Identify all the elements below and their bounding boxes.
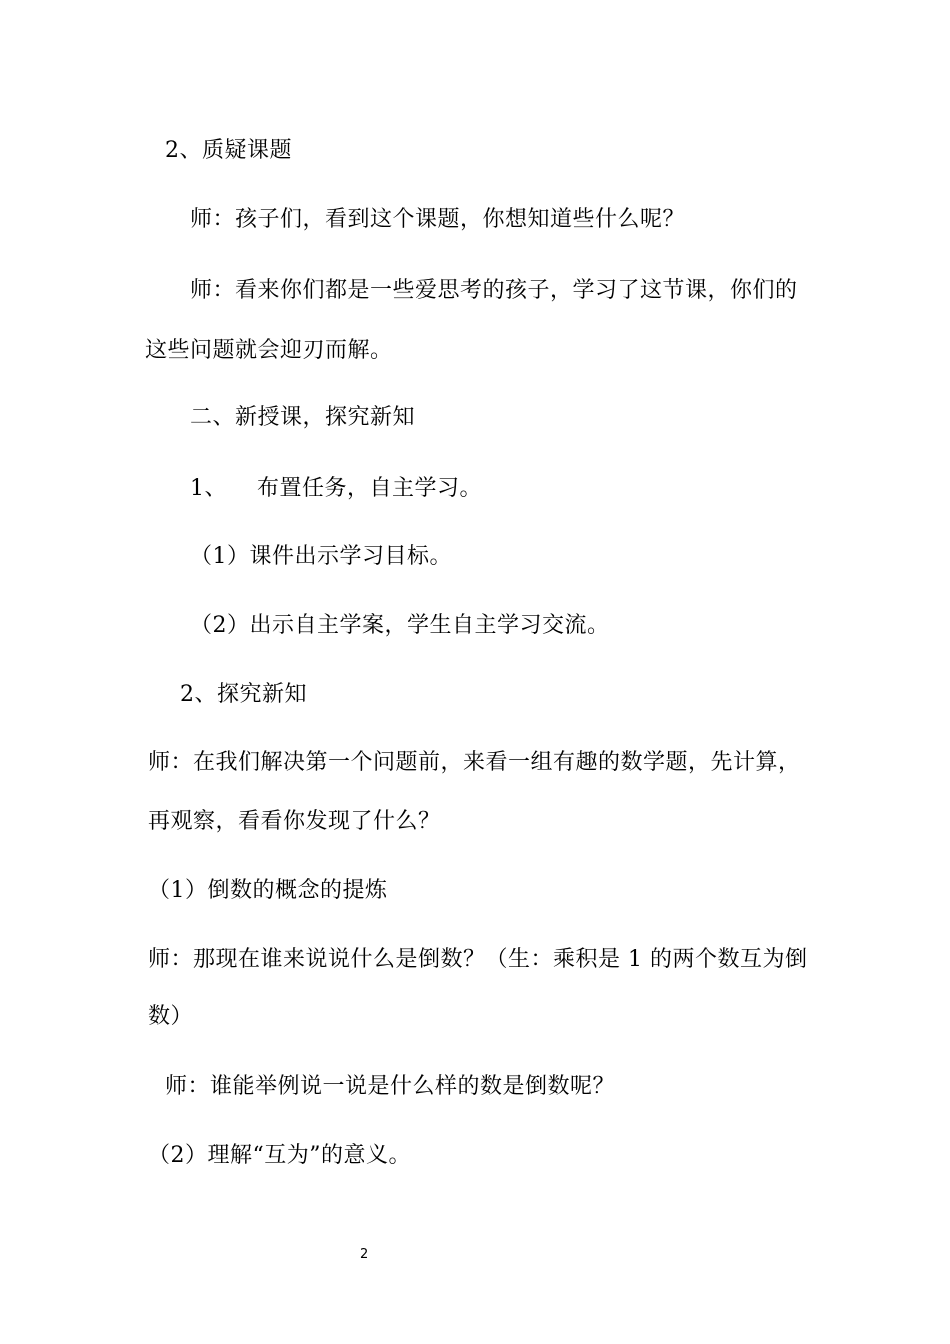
paragraph-line: 师：谁能举例说一说是什么样的数是倒数呢？ — [165, 1074, 616, 1099]
paragraph-line: 师：看来你们都是一些爱思考的孩子，学习了这节课，你们的 — [190, 278, 798, 303]
paragraph-line: 师：那现在谁来说说什么是倒数？（生：乘积是 1 的两个数互为倒 — [148, 947, 808, 972]
paragraph-line: 再观察，看看你发现了什么？ — [148, 809, 441, 834]
paragraph-line: 数） — [148, 1004, 194, 1029]
paragraph-line: 师：孩子们，看到这个课题，你想知道些什么呢？ — [190, 207, 686, 232]
section-heading-new-lesson: 二、新授课，探究新知 — [190, 405, 416, 430]
section-heading-explore: 2、探究新知 — [180, 682, 307, 707]
list-item: （1）课件出示学习目标。 — [190, 544, 452, 569]
paragraph-line: 师：在我们解决第一个问题前，来看一组有趣的数学题，先计算， — [148, 750, 801, 775]
list-item: （2）出示自主学案，学生自主学习交流。 — [190, 613, 610, 638]
page-number: 2 — [360, 1247, 369, 1262]
section-heading-question: 2、质疑课题 — [165, 138, 292, 163]
sub-heading: （2）理解“互为”的意义。 — [148, 1143, 411, 1168]
paragraph-line: 这些问题就会迎刃而解。 — [145, 338, 393, 363]
list-item: 1、 布置任务，自主学习。 — [190, 476, 482, 501]
sub-heading: （1）倒数的概念的提炼 — [148, 878, 388, 903]
